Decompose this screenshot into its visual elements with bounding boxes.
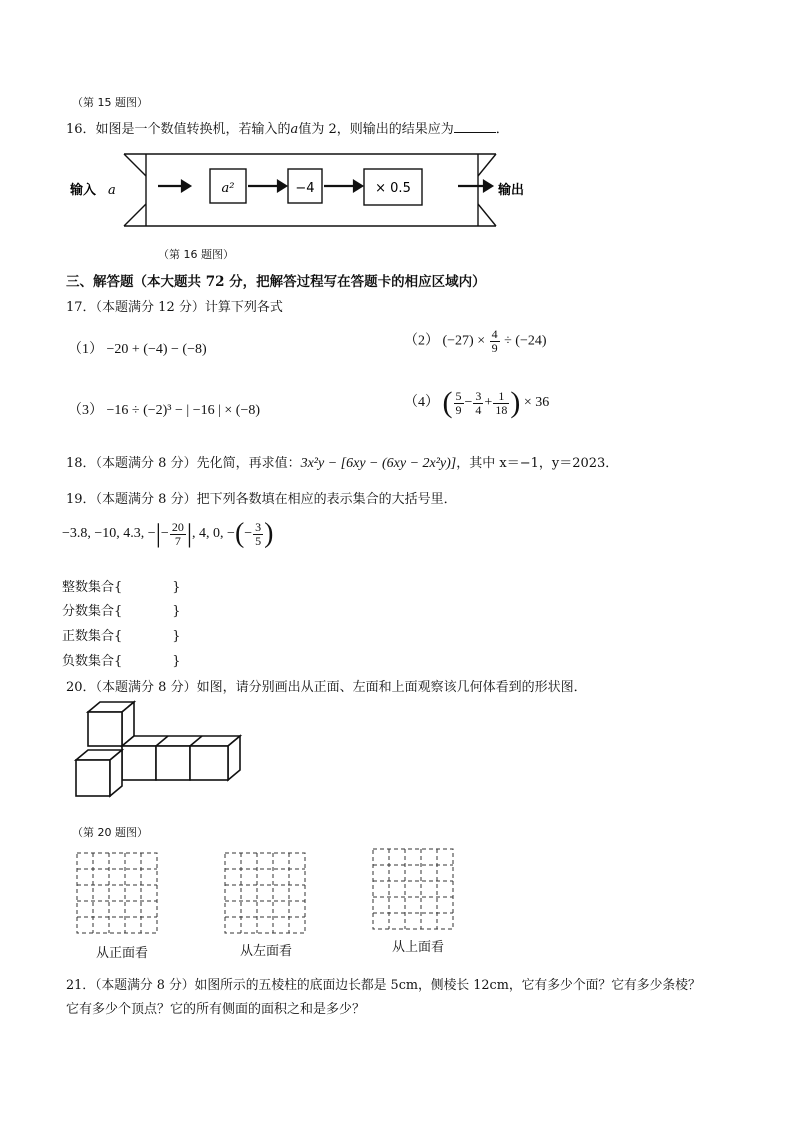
q16-text-after: ． [495,122,509,137]
set-negatives [62,650,181,669]
set-close-brace: } [172,654,181,669]
fraction-denominator: 9 [455,402,462,417]
minus-sign: − [464,395,473,410]
figure-20-caption: （第 20 题图） [72,826,148,839]
fraction-denominator: 18 [495,402,508,417]
q17-part-4-fraction-2 [473,390,483,416]
set-fractions [62,600,181,619]
q18-header: 18．（本题满分 8 分）先化简，再求值： [66,456,301,471]
abs-bar-left: | [155,519,161,548]
fraction-numerator: 4 [491,327,498,341]
question-19-header: 19．（本题满分 8 分）把下列各数填在相应的表示集合的大括号里． [66,492,457,507]
front-view-label: 从正面看 [96,946,149,961]
machine-input-label: 输入 [70,183,97,198]
set-label: 整数集合{ [62,580,123,595]
machine-box-square-label: a² [221,181,235,196]
answer-blank [454,120,496,133]
q17-part-2 [404,328,547,354]
q17-part-1 [68,338,207,358]
machine-arrows [158,181,492,191]
front-view-grid[interactable] [76,852,160,936]
minus-sign: − [244,526,253,541]
set-label: 负数集合{ [62,654,123,669]
q18-condition: ，其中 x＝−1，y＝2023． [456,456,619,471]
fraction-numerator: 5 [455,388,462,403]
fraction-denominator: 4 [475,402,482,417]
abs-bar-right: | [186,519,193,548]
question-21-line-2: 它有多少个顶点？它的所有侧面的面积之和是多少？ [66,1002,366,1017]
question-18 [66,452,618,472]
fraction-denominator: 9 [491,340,498,355]
q16-var: a [290,122,299,137]
top-view-label: 从上面看 [392,940,445,955]
q19-numbers-a: −3.8, −10, 4.3, − [62,526,156,541]
set-positives [62,625,181,644]
q17-part-2-label: （2） [404,333,439,349]
q17-part-1-expr: −20 + (−4) − (−8) [106,342,207,357]
machine-output-label: 输出 [498,183,525,198]
left-paren: ( [442,386,453,419]
q17-part-2-left: (−27) × [442,333,486,349]
top-view-grid[interactable] [372,848,456,932]
set-close-brace: } [172,580,181,595]
q19-paren-fraction [253,521,263,547]
cube-solid-figure [66,700,246,804]
q17-part-4-label: （4） [404,395,439,411]
figure-15-caption: （第 15 题图） [72,96,148,109]
fraction-denominator: 7 [174,533,181,548]
number-machine-diagram [66,148,541,232]
fraction-numerator: 1 [493,390,509,404]
q17-part-1-label: （1） [68,342,103,357]
q17-part-4-fraction-1 [454,390,464,416]
q17-part-4-tail: × 36 [523,395,550,410]
q17-part-2-fraction [490,328,500,354]
machine-input-var: a [108,183,116,198]
set-close-brace: } [172,629,181,644]
set-label: 分数集合{ [62,604,123,619]
right-paren: ) [510,386,521,419]
fraction-numerator: 20 [171,519,184,534]
q19-abs-fraction [170,521,186,547]
q16-text-mid: 值为 2，则输出的结果应为 [298,122,454,137]
q17-part-3-expr: −16 ÷ (−2)³ − | −16 | × (−8) [106,403,261,418]
fraction-numerator: 3 [255,519,262,534]
minus-sign: − [160,526,169,541]
left-view-grid[interactable] [224,852,308,936]
machine-box-minus4-label: −4 [295,181,315,196]
set-close-brace: } [172,604,181,619]
left-view-label: 从左面看 [240,944,293,959]
question-16-text [66,118,509,137]
q17-part-3-label: （3） [68,403,103,418]
question-17-header: 17．（本题满分 12 分）计算下列各式 [66,300,283,315]
q17-part-4 [404,386,549,420]
left-paren: ( [234,518,245,549]
q19-number-list [62,518,274,550]
fraction-numerator: 3 [475,388,482,403]
q17-part-4-fraction-3 [493,390,509,416]
question-21-line-1: 21．（本题满分 8 分）如图所示的五棱柱的底面边长都是 5cm，侧棱长 12cm，它有多少个面？它有多少条棱？ [66,978,701,993]
set-label: 正数集合{ [62,629,123,644]
figure-16-caption: （第 16 题图） [158,248,234,261]
q17-part-2-right: ÷ (−24) [504,333,547,349]
q16-text-before: 16．如图是一个数值转换机，若输入的 [66,122,291,137]
q17-part-3 [68,399,260,419]
fraction-denominator: 5 [255,533,262,548]
cube-solid [76,702,240,796]
q18-expression: 3x²y − [6xy − (6xy − 2x²y)] [300,456,457,471]
machine-box-times-label: × 0.5 [375,181,411,196]
question-20-header: 20．（本题满分 8 分）如图，请分别画出从正面、左面和上面观察该几何体看到的形状图． [66,680,587,695]
right-paren: ) [264,518,274,549]
section-3-title: 三、解答题（本大题共 72 分，把解答过程写在答题卡的相应区域内） [66,274,486,290]
q19-numbers-b: , 4, 0, − [192,526,235,541]
plus-sign: + [484,395,493,410]
set-integers [62,576,181,595]
